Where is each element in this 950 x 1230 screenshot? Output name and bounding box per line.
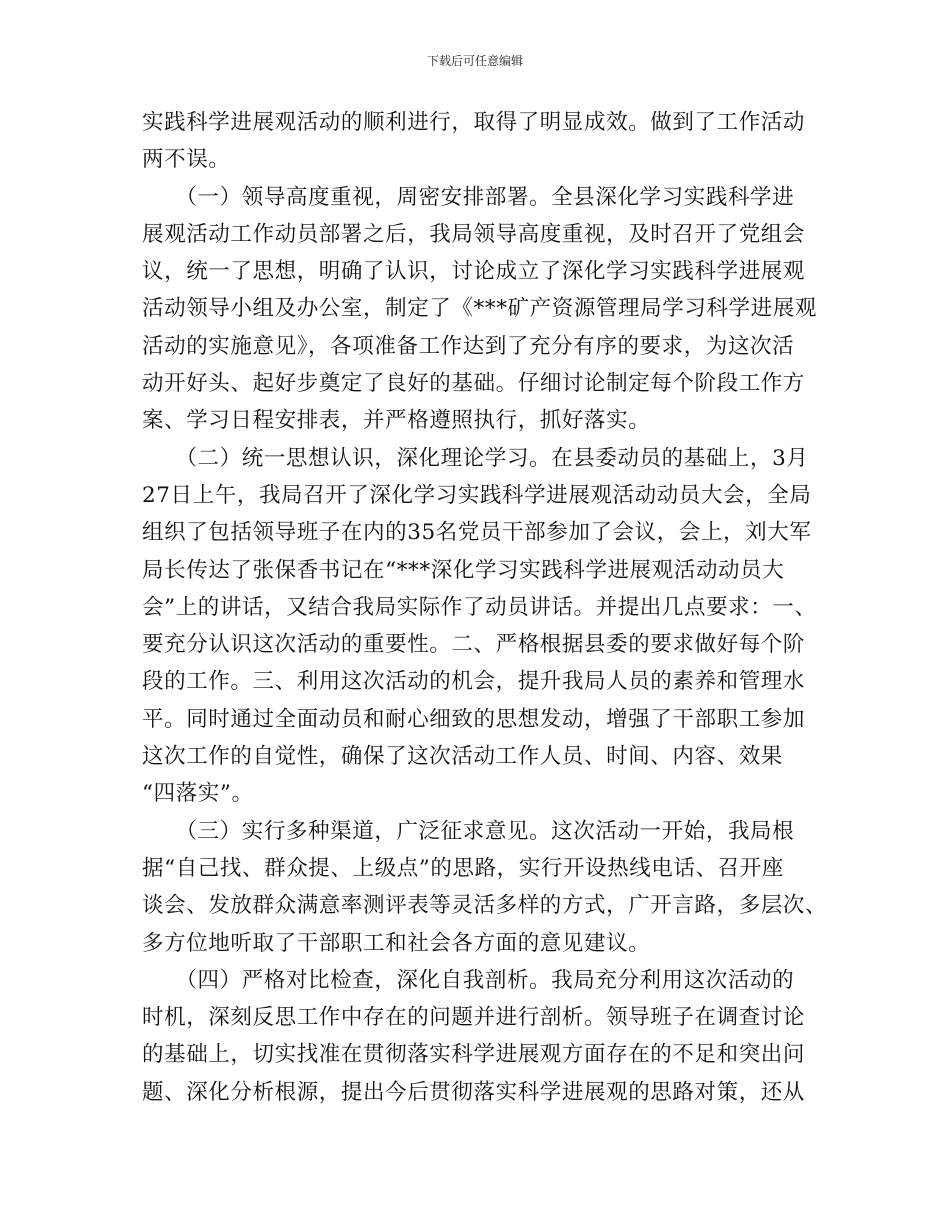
text-line: 活动的实施意见》，各项准备工作达到了充分有序的要求，为这次活 xyxy=(142,333,795,359)
page-header: 下载后可任意编辑 xyxy=(426,54,523,68)
text-line: 会”上的讲话，又结合我局实际作了动员讲话。并提出几点要求：一、 xyxy=(142,594,817,620)
text-line: 据“自己找、群众提、上级点”的思路，实行开设热线电话、召开座 xyxy=(142,855,784,881)
text-line: 两不误。 xyxy=(142,147,231,173)
text-line: 这次工作的自觉性，确保了这次活动工作人员、时间、内容、效果 xyxy=(142,744,783,770)
text-line: 多方位地听取了干部职工和社会各方面的意见建议。 xyxy=(142,930,651,956)
text-line: 局长传达了张保香书记在“***深化学习实践科学进展观活动动员大 xyxy=(142,557,785,583)
text-line: 时机，深刻反思工作中存在的问题并进行剖析。领导班子在调查讨论 xyxy=(142,1005,806,1031)
text-line: 的基础上，切实找准在贯彻落实科学进展观方面存在的不足和突出问 xyxy=(142,1042,806,1068)
text-line: 谈会、发放群众满意率测评表等灵活多样的方式，广开言路，多层次、 xyxy=(142,893,828,919)
text-line: 议，统一了思想，明确了认识，讨论成立了深化学习实践科学进展观 xyxy=(142,259,806,285)
text-line: 组织了包括领导班子在内的35名党员干部参加了会议，会上，刘大军 xyxy=(142,520,812,546)
text-line: （四）严格对比检查，深化自我剖析。我局充分利用这次活动的 xyxy=(142,967,795,993)
text-line: （一）领导高度重视，周密安排部署。全县深化学习实践科学进 xyxy=(142,184,795,210)
text-line: （三）实行多种渠道，广泛征求意见。这次活动一开始，我局根 xyxy=(142,818,795,844)
text-line: 27日上午，我局召开了深化学习实践科学进展观活动动员大会，全局 xyxy=(142,482,812,508)
text-line: 平。同时通过全面动员和耐心细致的思想发动，增强了干部职工参加 xyxy=(142,706,806,732)
text-line: （二）统一思想认识，深化理论学习。在县委动员的基础上，3月 xyxy=(142,445,809,471)
text-line: “四落实”。 xyxy=(142,781,254,807)
text-line: 活动领导小组及办公室，制定了《***矿产资源管理局学习科学进展观 xyxy=(142,296,817,322)
text-line: 段的工作。三、利用这次活动的机会，提升我局人员的素养和管理水 xyxy=(142,669,806,695)
text-line: 案、学习日程安排表，并严格遵照执行，抓好落实。 xyxy=(142,408,651,434)
document-body xyxy=(142,104,828,1111)
text-line: 展观活动工作动员部署之后，我局领导高度重视，及时召开了党组会 xyxy=(142,221,806,247)
text-line: 实践科学进展观活动的顺利进行，取得了明显成效。做到了工作活动 xyxy=(142,110,806,135)
text-line: 题、深化分析根源，提出今后贯彻落实科学进展观的思路对策，还从 xyxy=(142,1079,806,1105)
text-line: 要充分认识这次活动的重要性。二、严格根据县委的要求做好每个阶 xyxy=(142,632,806,658)
text-line: 动开好头、起好步奠定了良好的基础。仔细讨论制定每个阶段工作方 xyxy=(142,371,806,397)
